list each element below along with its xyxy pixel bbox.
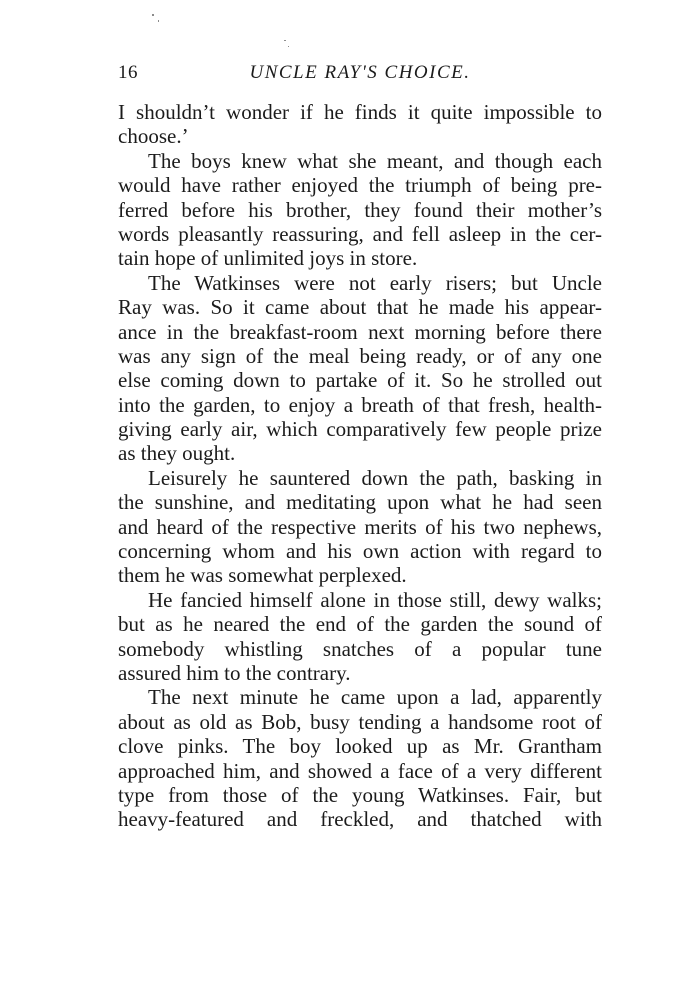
text-line: else coming down to partake of it. So he strolled out <box>118 368 602 393</box>
text-line: the sunshine, and meditating upon what he had seen <box>118 490 602 515</box>
speck <box>284 40 286 41</box>
text-line: as they ought. <box>118 441 236 466</box>
text-line: would have rather enjoyed the triumph of being pre- <box>118 173 602 198</box>
speck <box>158 20 159 22</box>
speck <box>152 14 154 16</box>
page-number: 16 <box>118 62 138 83</box>
text-line: somebody whistling snatches of a popular tune <box>118 636 602 661</box>
text-line: The next minute he came upon a lad, apparently <box>148 685 602 710</box>
text-line: was any sign of the meal being ready, or of any one <box>118 343 602 368</box>
text-line: type from those of the young Watkinses. Fair, but <box>118 782 602 807</box>
text-line: tain hope of unlimited joys in store. <box>118 246 418 271</box>
text-line: Leisurely he sauntered down the path, basking in <box>148 465 602 490</box>
text-line: clove pinks. The boy looked up as Mr. Grantham <box>118 734 602 759</box>
text-line: ferred before his brother, they found their mother’s <box>118 197 602 222</box>
speck <box>288 46 289 47</box>
text-line: into the garden, to enjoy a breath of that fresh, health- <box>118 392 602 417</box>
page-header <box>118 62 602 88</box>
text-line: The boys knew what she meant, and though each <box>148 148 602 173</box>
text-line: giving early air, which comparatively few people prize <box>118 417 602 442</box>
text-line: assured him to the contrary. <box>118 660 351 685</box>
text-line: choose.’ <box>118 124 189 149</box>
text-line: Ray was. So it came about that he made his appear- <box>118 295 602 320</box>
text-line: concerning whom and his own action with regard to <box>118 539 602 564</box>
text-line: and heard of the respective merits of his two nephews, <box>118 514 602 539</box>
text-line: heavy-featured and freckled, and thatched with <box>118 807 602 832</box>
text-line: I shouldn’t wonder if he finds it quite impossible to <box>118 100 602 124</box>
text-line: words pleasantly reassuring, and fell asleep in the cer- <box>118 221 602 246</box>
text-line: ance in the breakfast-room next morning before there <box>118 319 602 344</box>
text-line: them he was somewhat perplexed. <box>118 563 407 588</box>
text-line: approached him, and showed a face of a very different <box>118 758 602 783</box>
text-line: but as he neared the end of the garden the sound of <box>118 612 602 637</box>
body-text <box>118 100 602 832</box>
text-line: The Watkinses were not early risers; but Uncle <box>148 270 602 295</box>
text-line: He fancied himself alone in those still, dewy walks; <box>148 587 602 612</box>
running-title: UNCLE RAY'S CHOICE. <box>249 62 471 83</box>
text-line: about as old as Bob, busy tending a handsome root of <box>118 709 602 734</box>
